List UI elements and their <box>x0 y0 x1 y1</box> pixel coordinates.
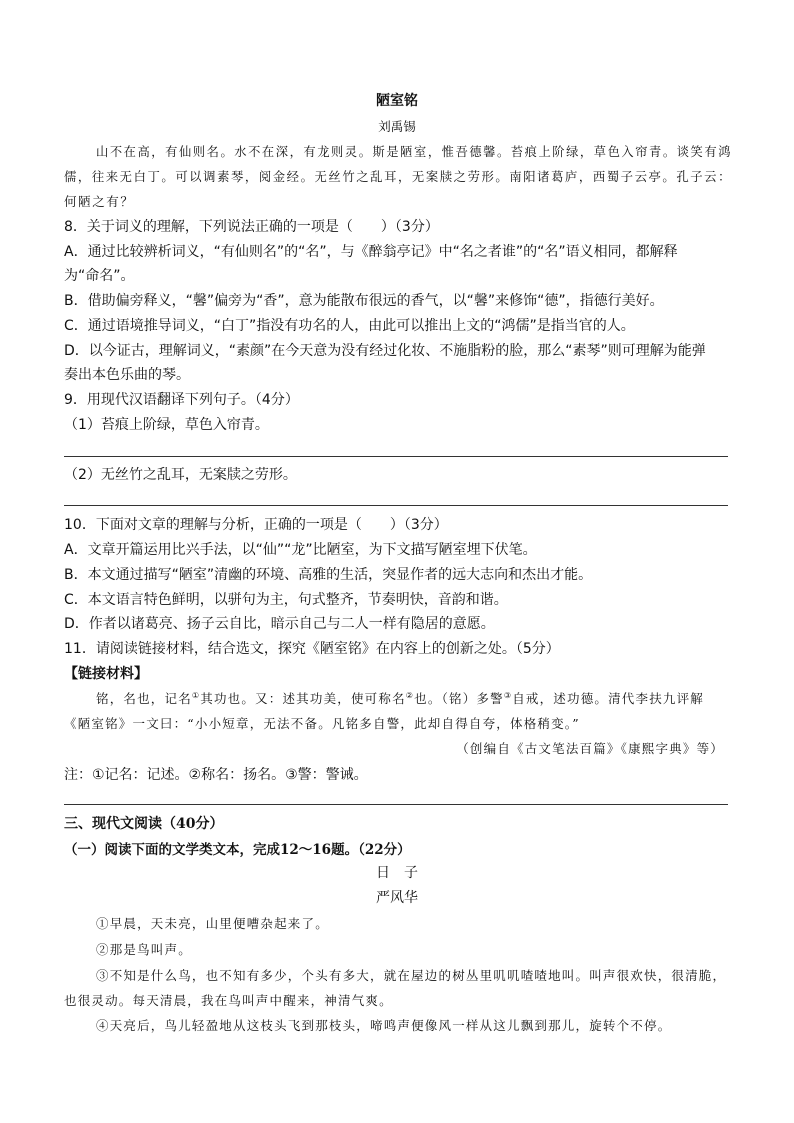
material-source: （创编自《古文笔法百篇》《康熙字典》等） <box>456 741 724 756</box>
question-10-option-c: C．本文语言特色鲜明，以骈句为主，句式整齐，节奏明快，音韵和谐。 <box>64 592 508 608</box>
question-8-option-a-cont: 为“命名”。 <box>64 268 135 284</box>
material-label: 【链接材料】 <box>64 666 148 682</box>
story-paragraph: ②那是鸟叫声。 <box>96 942 192 957</box>
poem-line: 山不在高，有仙则名。水不在深，有龙则灵。斯是陋室，惟吾德馨。苔痕上阶绿，草色入帘青。谈笑有鸿 <box>96 144 733 159</box>
story-paragraph: ③不知是什么鸟，也不知有多少，个头有多大，就在屋边的树丛里叽叽喳喳地叫。叫声很欢快，很清脆， <box>96 968 727 983</box>
story-author: 严风华 <box>376 890 418 906</box>
poem-line: 儒，往来无白丁。可以调素琴，阅金经。无丝竹之乱耳，无案牍之劳形。南阳诸葛庐，西蜀子云亭。孔子云： <box>64 169 733 184</box>
material-line: 《陋室铭》一文曰：“小小短章，无法不备。凡铭多自警，此却自得自夸，体格稍变。” <box>64 716 580 731</box>
material-note: 注：①记名：记述。②称名：扬名。③警：警诫。 <box>64 767 368 783</box>
question-8-option-b: B．借助偏旁释义，“馨”偏旁为“香”，意为能散布很远的香气，以“馨”来修饰“德”，指德行美好。 <box>64 293 664 309</box>
section-subheading: （一）阅读下面的文学类文本，完成12～16题。（22分） <box>64 842 411 858</box>
poem-title: 陋室铭 <box>376 93 418 109</box>
question-8-stem: 8．关于词义的理解，下列说法正确的一项是（ ）（3分） <box>64 219 439 235</box>
question-9-stem: 9．用现代汉语翻译下列句子。（4分） <box>64 392 299 408</box>
question-9-sentence-1: （1）苔痕上阶绿，草色入帘青。 <box>64 417 269 433</box>
story-paragraph: ①早晨，天未亮，山里便嘈杂起来了。 <box>96 916 329 931</box>
question-10-stem: 10．下面对文章的理解与分析，正确的一项是（ ）（3分） <box>64 517 448 533</box>
question-8-option-d-cont: 奏出本色乐曲的琴。 <box>64 367 190 383</box>
answer-line <box>64 456 728 457</box>
section-divider <box>64 804 728 805</box>
question-8-option-c: C．通过语境推导词义，“白丁”指没有功名的人，由此可以推出上文的“鸿儒”是指当官的人。 <box>64 318 635 334</box>
question-11-stem: 11．请阅读链接材料，结合选文，探究《陋室铭》在内容上的创新之处。（5分） <box>64 641 560 657</box>
story-paragraph-cont: 也很灵动。每天清晨，我在鸟叫声中醒来，神清气爽。 <box>64 993 393 1008</box>
question-10-option-d: D．作者以诸葛亮、扬子云自比，暗示自己与二人一样有隐居的意愿。 <box>64 616 495 632</box>
story-paragraph: ④天亮后，鸟儿轻盈地从这枝头飞到那枝头，啼鸣声便像风一样从这儿飘到那儿，旋转个不停。 <box>96 1018 672 1033</box>
poem-line: 何陋之有？ <box>64 194 135 209</box>
question-9-sentence-2: （2）无丝竹之乱耳，无案牍之劳形。 <box>64 467 297 483</box>
story-title: 日 子 <box>376 865 418 881</box>
section-heading: 三、现代文阅读（40分） <box>64 816 224 832</box>
question-8-option-d: D．以今证古，理解词义，“素颜”在今天意为没有经过化妆、不施脂粉的脸，那么“素琴”则可理解为能弹 <box>64 343 706 359</box>
question-10-option-b: B．本文通过描写“陋室”清幽的环境、高雅的生活，突显作者的远大志向和杰出才能。 <box>64 567 593 583</box>
answer-line <box>64 505 728 506</box>
question-10-option-a: A．文章开篇运用比兴手法，以“仙”“龙”比陋室，为下文描写陋室埋下伏笔。 <box>64 542 537 558</box>
question-8-option-a: A．通过比较辨析词义，“有仙则名”的“名”，与《醉翁亭记》中“名之者谁”的“名”语义相同，都解释 <box>64 244 678 260</box>
material-line: 铭，名也，记名①其功也。又：述其功美，使可称名②也。（铭）多警③自戒，述功德。清代李扶九评解 <box>96 690 705 706</box>
poem-author: 刘禹锡 <box>378 119 416 134</box>
